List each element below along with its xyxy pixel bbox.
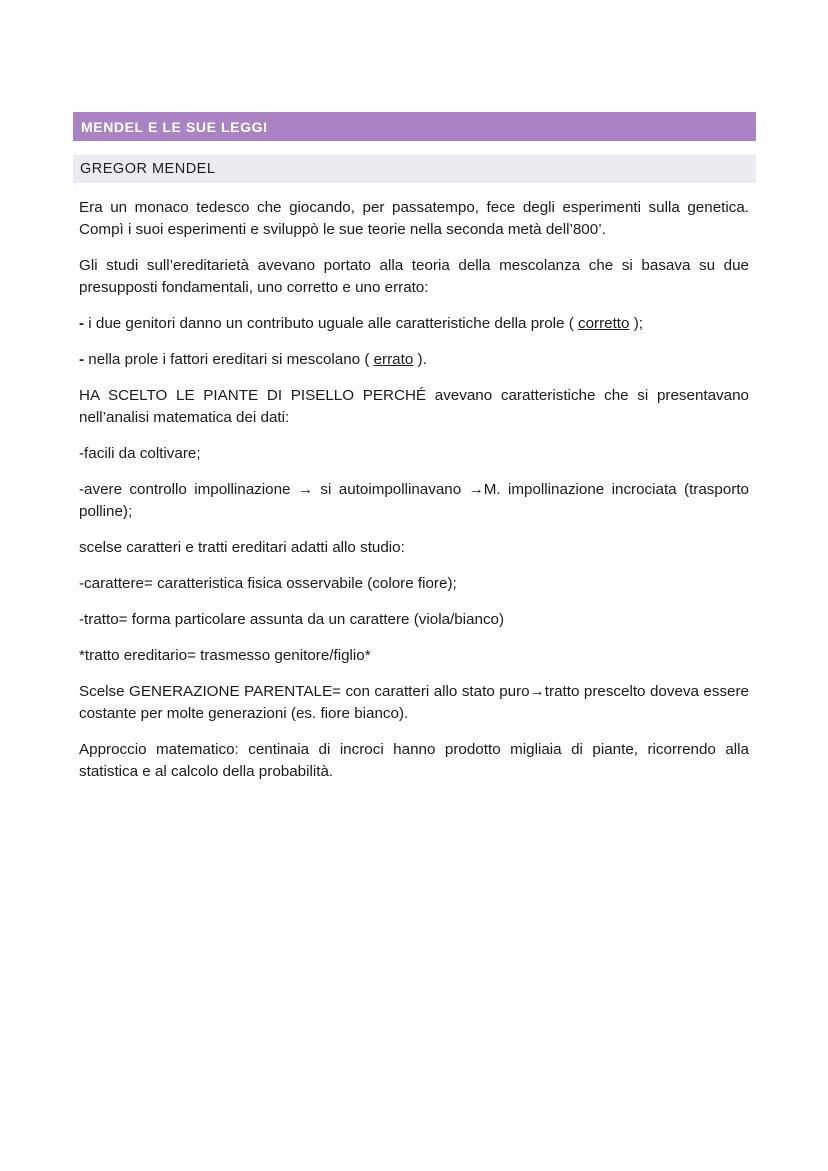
presupposto-text: i due genitori danno un contributo uguale alle caratteristiche della prole ( xyxy=(84,315,578,332)
underlined-word: errato xyxy=(373,351,414,368)
paragraph-caratteri: scelse caratteri e tratti ereditari adatti allo studio: xyxy=(79,539,405,556)
subsection-heading-bar xyxy=(73,155,756,183)
paragraph-piselli: HA SCELTO LE PIANTE DI PISELLO PERCHÉ avevano caratteristiche che si presentavano nell’analisi matematica dei dati: xyxy=(79,387,749,426)
underlined-word: corretto xyxy=(577,315,630,332)
paragraph-mescolanza: Gli studi sull’ereditarietà avevano portato alla teoria della mescolanza che si basava su due presupposti fondamentali, uno corretto e uno errato: xyxy=(79,257,749,296)
subsection-heading: GREGOR MENDEL xyxy=(80,161,216,177)
dash-marker: - xyxy=(79,315,85,332)
dash-marker: - xyxy=(79,351,85,368)
paragraph-presupposto-errato xyxy=(79,349,749,371)
section-heading-bar xyxy=(73,112,756,141)
paragraph-impollinazione: -avere controllo impollinazione → si autoimpollinavano →M. impollinazione incrociata (trasporto polline); xyxy=(79,481,749,520)
presupposto-end: ); xyxy=(629,315,643,332)
section-heading: MENDEL E LE SUE LEGGI xyxy=(81,118,268,135)
body-text xyxy=(79,197,749,797)
presupposto-end: ). xyxy=(413,351,427,368)
paragraph-tratto-ereditario: *tratto ereditario= trasmesso genitore/figlio* xyxy=(79,647,371,664)
paragraph-carattere: -carattere= caratteristica fisica osservabile (colore fiore); xyxy=(79,575,457,592)
presupposto-text: nella prole i fattori ereditari si mescolano ( xyxy=(84,351,374,368)
paragraph-approccio: Approccio matematico: centinaia di incroci hanno prodotto migliaia di piante, ricorrendo alla statistica e al calcolo della probabilità. xyxy=(79,741,749,780)
paragraph-facili: -facili da coltivare; xyxy=(79,445,201,462)
paragraph-presupposto-corretto xyxy=(79,313,749,335)
paragraph-generazione-parentale: Scelse GENERAZIONE PARENTALE= con caratteri allo stato puro→tratto prescelto doveva essere costante per molte generazioni (es. fiore bianco). xyxy=(79,683,749,722)
paragraph-intro: Era un monaco tedesco che giocando, per passatempo, fece degli esperimenti sulla genetica. Compì i suoi esperimenti e sviluppò le sue teorie nella seconda metà dell’800’. xyxy=(79,199,749,238)
paragraph-tratto: -tratto= forma particolare assunta da un carattere (viola/bianco) xyxy=(79,611,505,628)
